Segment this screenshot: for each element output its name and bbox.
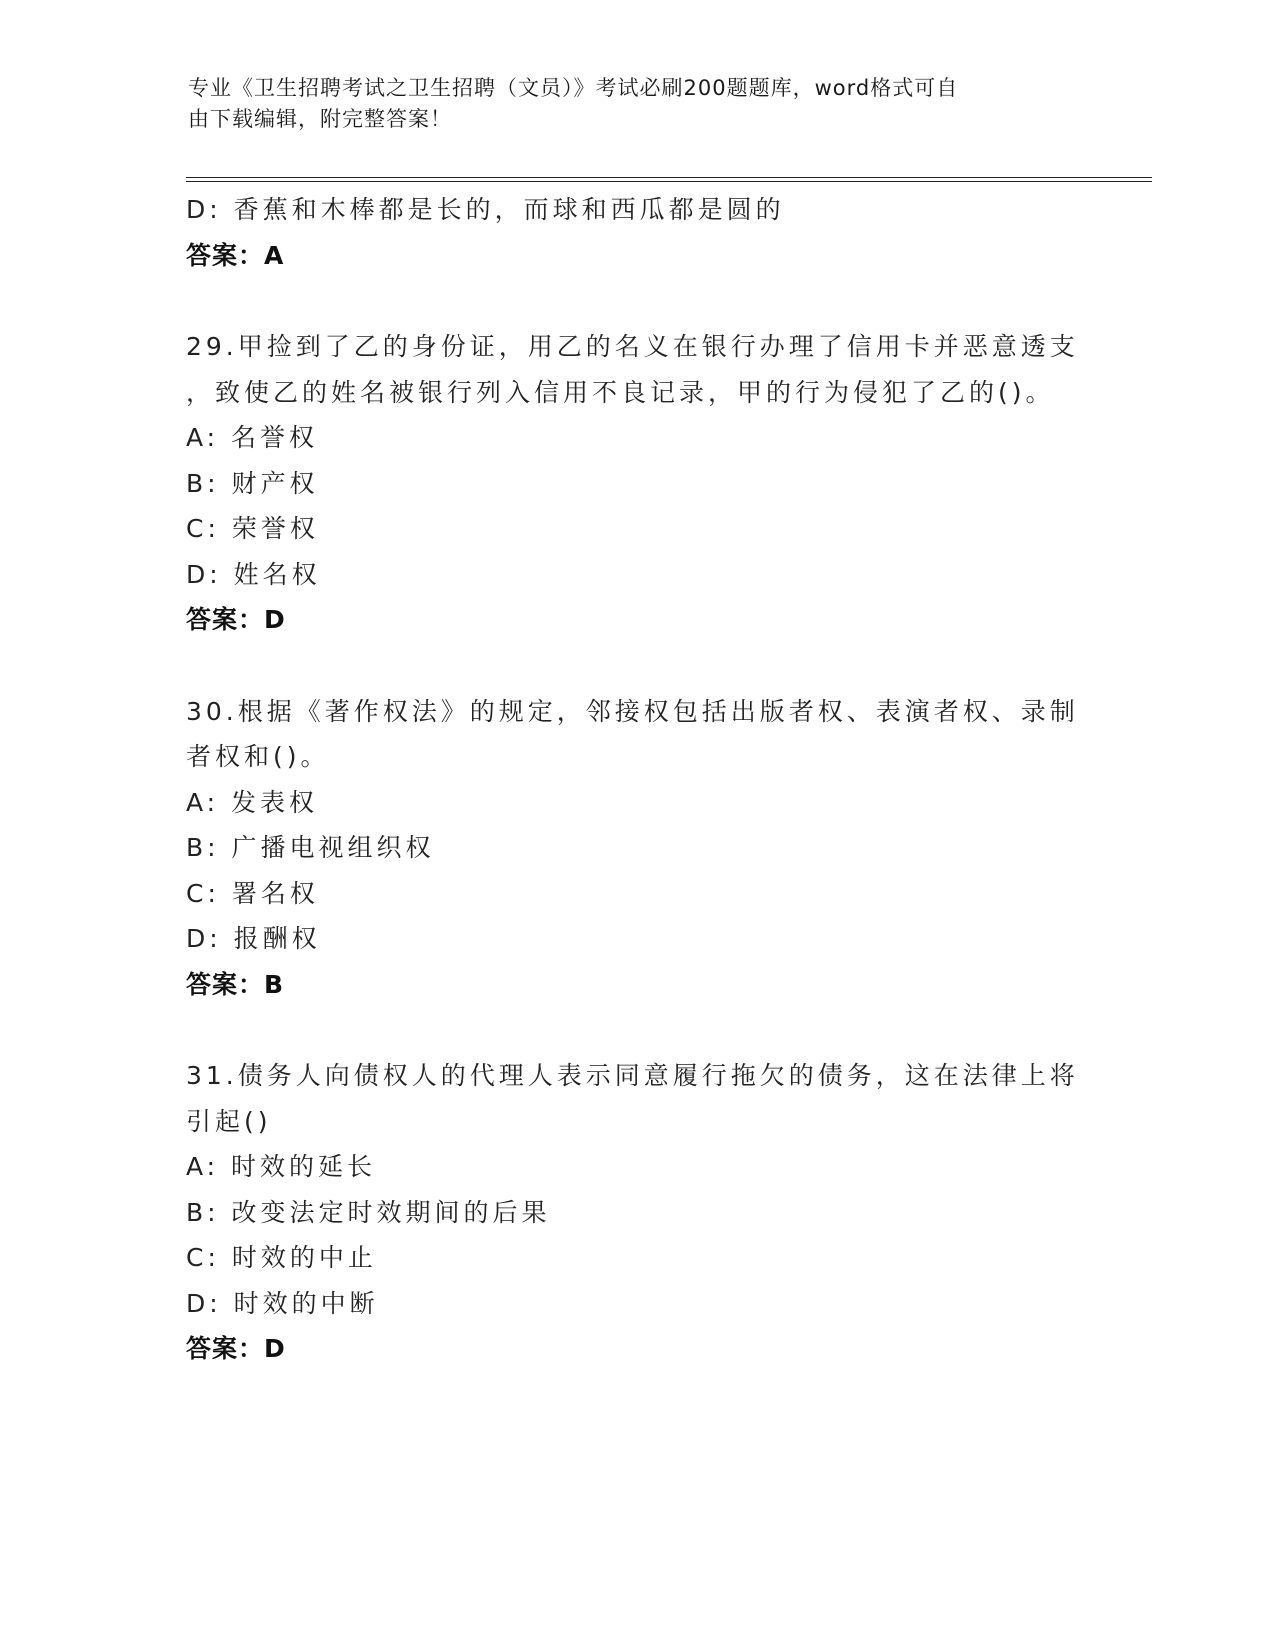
option-d: D: 报酬权 — [186, 924, 321, 953]
option-c: C: 荣誉权 — [186, 514, 319, 543]
option-b: B: 改变法定时效期间的后果 — [186, 1197, 551, 1227]
spacer — [186, 643, 1086, 689]
question-stem-line-2: 者权和()。 — [186, 742, 330, 771]
spacer — [186, 278, 1086, 324]
option-b: B: 财产权 — [186, 468, 319, 498]
option-d: D: 姓名权 — [186, 559, 321, 589]
option-d: D: 时效的中断 — [186, 1288, 379, 1318]
answer: 答案：D — [186, 1334, 286, 1363]
page-header — [188, 73, 1088, 135]
option-c: C: 署名权 — [186, 878, 319, 908]
question-stem-line-2: ，致使乙的姓名被银行列入信用不良记录，甲的行为侵犯了乙的()。 — [186, 377, 1055, 407]
continued-question — [186, 187, 1086, 278]
document-body — [186, 187, 1086, 1372]
option-c: C: 时效的中止 — [186, 1243, 377, 1272]
option-a: A: 名誉权 — [186, 423, 319, 452]
option-d: D: 香蕉和木棒都是长的，而球和西瓜都是圆的 — [186, 195, 785, 224]
header-divider — [186, 177, 1152, 182]
question-stem-line-1: 31.债务人向债权人的代理人表示同意履行拖欠的债务，这在法律上将 — [186, 1061, 1079, 1090]
question-stem-line-2: 引起() — [186, 1106, 272, 1136]
question-stem-line-1: 29.甲捡到了乙的身份证，用乙的名义在银行办理了信用卡并恶意透支 — [186, 332, 1079, 361]
question-stem-line-1: 30.根据《著作权法》的规定，邻接权包括出版者权、表演者权、录制 — [186, 696, 1079, 726]
header-line-1: 专业《卫生招聘考试之卫生招聘（文员）》考试必刷200题题库，word格式可自 — [188, 76, 959, 100]
spacer — [186, 1007, 1086, 1053]
question-31 — [186, 1053, 1086, 1372]
question-29 — [186, 324, 1086, 643]
header-line-2: 由下载编辑，附完整答案！ — [188, 107, 452, 131]
question-30 — [186, 689, 1086, 1008]
answer: 答案：B — [186, 969, 285, 999]
option-b: B: 广播电视组织权 — [186, 833, 435, 862]
answer: 答案：D — [186, 605, 286, 634]
option-a: A: 发表权 — [186, 787, 319, 817]
option-a: A: 时效的延长 — [186, 1152, 377, 1181]
answer: 答案：A — [186, 240, 285, 270]
